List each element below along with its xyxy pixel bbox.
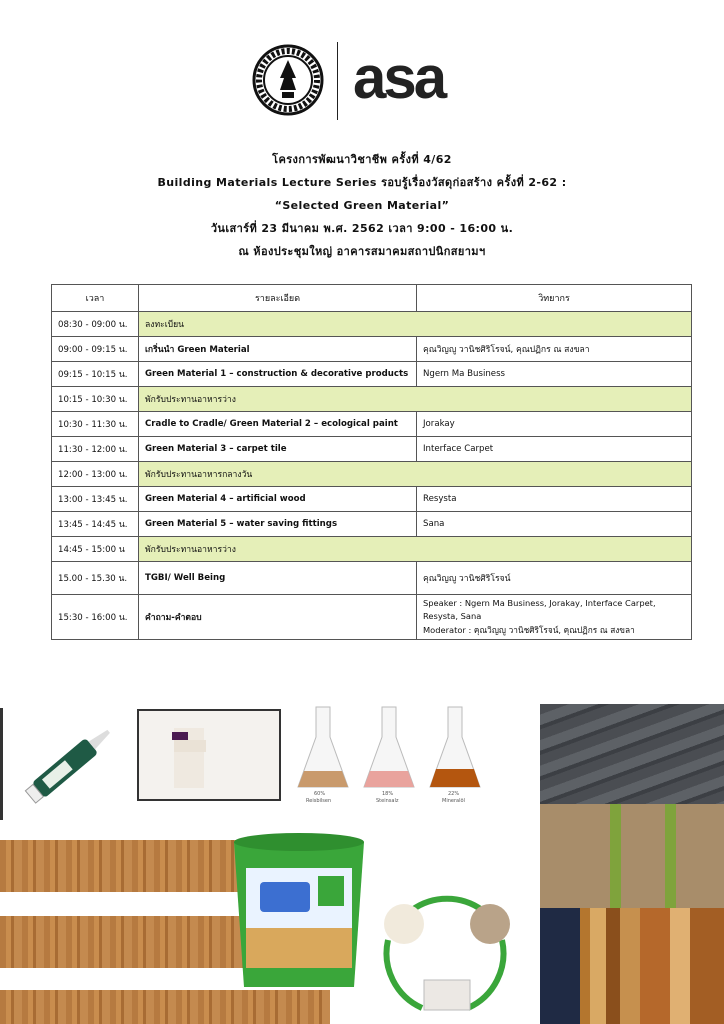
event-header [0,148,724,263]
moderator-line: Moderator : คุณวิญญู วานิชศิริโรจน์, คุณปฏิกร ณ สงขลา [423,624,635,635]
speaker-cell: Interface Carpet [417,437,692,462]
table-row [52,362,692,387]
flask-caption: Steinsalz [376,798,399,804]
detail-cell: Cradle to Cradle/ Green Material 2 – ecological paint [139,412,417,437]
project-title: โครงการพัฒนาวิชาชีพ ครั้งที่ 4/62 [272,153,452,166]
detail-cell: ลงทะเบียน [139,312,692,337]
flask-captions [296,791,506,811]
speaker-cell: Ngern Ma Business [417,362,692,387]
wood-grain-image [540,908,724,1024]
time-cell: 08:30 - 09:00 น. [52,312,139,337]
table-row [52,437,692,462]
speaker-cell: คุณวิญญู วานิชศิริโรจน์, คุณปฏิกร ณ สงขลา [417,337,692,362]
time-cell: 13:00 - 13:45 น. [52,487,139,512]
header-detail: รายละเอียด [139,285,417,312]
schedule-table [51,284,692,640]
flask-label: 18% [382,791,394,797]
event-venue: ณ ห้องประชุมใหญ่ อาคารสมาคมสถาปนิกสยามฯ [238,245,486,258]
flask-caption: Mineralöl [442,798,465,804]
carpet-tile-image [540,804,724,908]
header-time: เวลา [52,285,139,312]
detail-cell: คำถาม-คำตอบ [139,595,417,640]
time-cell: 10:15 - 10:30 น. [52,387,139,412]
speaker-cell: Sana [417,512,692,537]
detail-cell: พักรับประทานอาหารกลางวัน [139,462,692,487]
flask-caption: Reisbilsen [306,798,332,804]
table-row [52,462,692,487]
time-cell: 15:30 - 16:00 น. [52,595,139,640]
wood-plank-image [0,990,330,1024]
header-speaker: วิทยากร [417,285,692,312]
asa-logo [353,54,471,106]
association-seal-logo [252,44,324,116]
speaker-cell [417,595,692,640]
logo-divider [337,42,338,120]
sealant-tube-image [0,708,130,820]
flush-panel-image [136,708,282,802]
table-row [52,595,692,640]
time-cell: 11:30 - 12:00 น. [52,437,139,462]
time-cell: 09:15 - 10:15 น. [52,362,139,387]
table-row [52,562,692,595]
table-row [52,412,692,437]
topic-title: “Selected Green Material” [274,199,450,212]
table-row [52,512,692,537]
logo-row [0,40,724,122]
table-row [52,312,692,337]
detail-cell: Green Material 5 – water saving fittings [139,512,417,537]
speaker-line: Resysta, Sana [423,611,482,622]
time-cell: 09:00 - 09:15 น. [52,337,139,362]
detail-cell: Green Material 4 – artificial wood [139,487,417,512]
detail-cell: Green Material 3 – carpet tile [139,437,417,462]
speaker-line: Speaker : Ngern Ma Business, Jorakay, Interface Carpet, [423,597,656,608]
speaker-cell: Jorakay [417,412,692,437]
speaker-cell: Resysta [417,487,692,512]
time-cell: 14:45 - 15:00 น [52,537,139,562]
event-date: วันเสาร์ที่ 23 มีนาคม พ.ศ. 2562 เวลา 9:00 - 16:00 น. [210,222,514,235]
recycle-cycle-image [372,880,522,1024]
detail-cell: พักรับประทานอาหารว่าง [139,537,692,562]
series-title: Building Materials Lecture Series รอบรู้เรื่องวัสดุก่อสร้าง ครั้งที่ 2-62 : [157,176,567,189]
detail-cell: พักรับประทานอาหารว่าง [139,387,692,412]
flask-label: 60% [314,791,326,797]
table-row [52,537,692,562]
table-row [52,337,692,362]
time-cell: 15.00 - 15.30 น. [52,562,139,595]
paint-bucket-image [226,832,372,992]
table-header-row [52,285,692,312]
detail-cell: Green Material 1 – construction & decorative products [139,362,417,387]
deck-tile-image [540,704,724,804]
svg-text:asa: asa [353,54,445,106]
table-row [52,487,692,512]
time-cell: 12:00 - 13:00 น. [52,462,139,487]
detail-cell: TGBI/ Well Being [139,562,417,595]
time-cell: 13:45 - 14:45 น. [52,512,139,537]
speaker-cell: คุณวิญญู วานิชศิริโรจน์ [417,562,692,595]
table-row [52,387,692,412]
time-cell: 10:30 - 11:30 น. [52,412,139,437]
detail-cell: เกริ่นนำ Green Material [139,337,417,362]
flask-label: 22% [448,791,460,797]
